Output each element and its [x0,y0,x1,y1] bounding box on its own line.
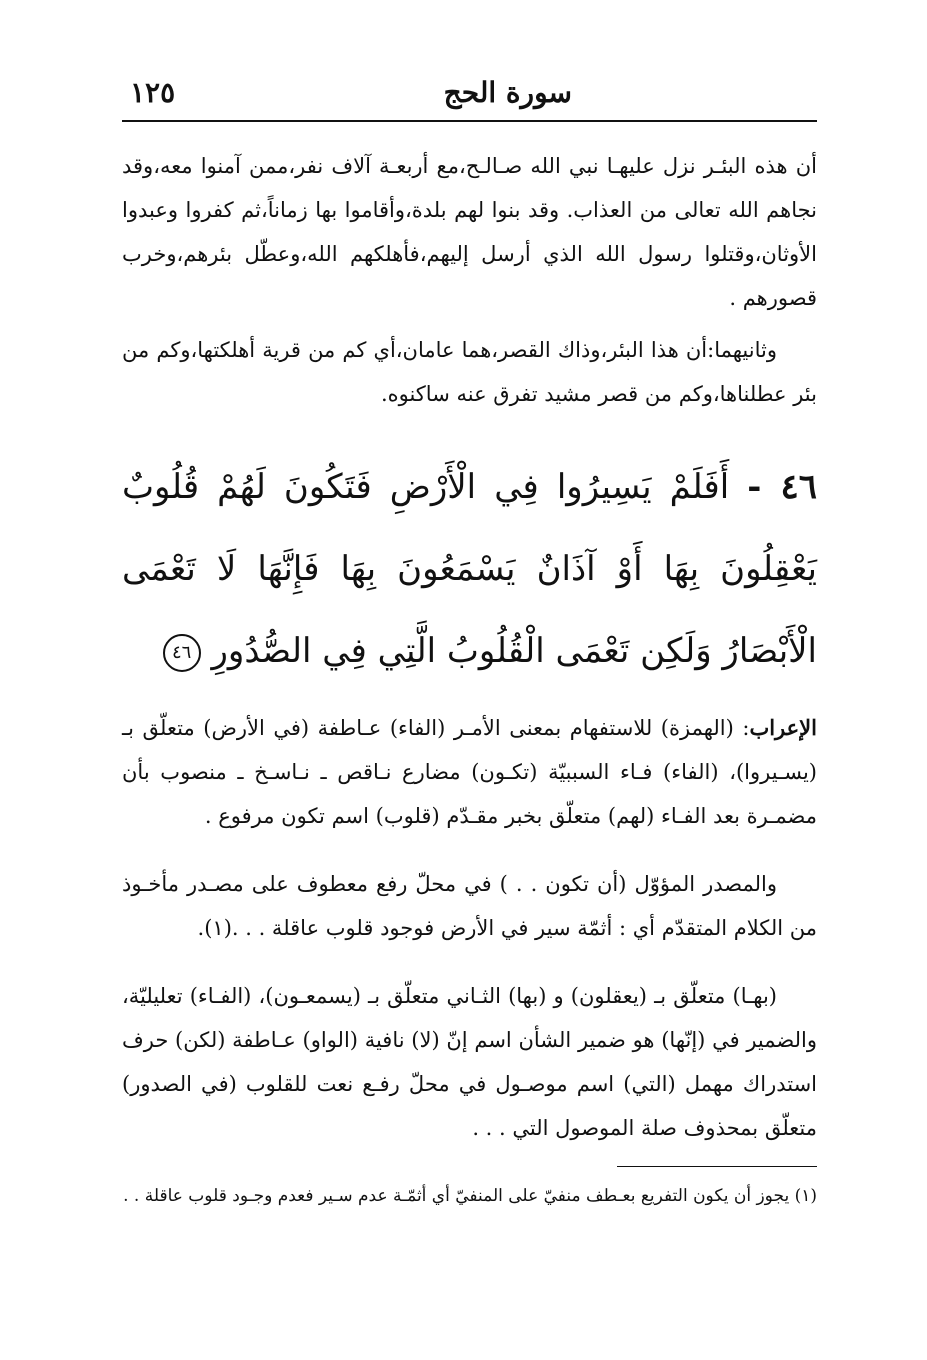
page-header [122,72,817,122]
paragraph-4: والمصدر المؤوّل (أن تكون . . ) في محلّ رفع معطوف على مصـدر مأخـوذ من الكلام المتقدّم أي : أثمّة سير في الأرض فوجود قلوب عاقلة . . .(١). [122,872,817,940]
irab-paragraph [122,706,817,838]
quran-verse [122,446,817,692]
paragraph-2: وثانيهما:أن هذا البئر،وذاك القصر،هما عامان،أي كم من قرية أهلكتها،وكم من بئر عطلناها،وكم من قصر مشيد تفرق عنه ساكنوه. [122,338,817,406]
book-page [122,72,817,1228]
surah-title: سورة الحج [443,76,572,109]
footnote: (١) يجوز أن يكون التفريع بعـطف منفيّ على المنفيّ أي أثمّـة عدم سـير فعدم وجـود قلوب عاقلة . . [123,1186,817,1206]
verse-end-marker: ٤٦ [163,634,201,672]
page-number: ١٢٥ [130,76,176,109]
footnote-separator [617,1166,817,1167]
verse-text: أَفَلَمْ يَسِيرُوا فِي الْأَرْضِ فَتَكُونَ لَهُمْ قُلُوبٌ يَعْقِلُونَ بِهَا أَوْ آذَانٌ يَسْمَعُونَ بِهَا فَإِنَّهَا لَا تَعْمَى الْأَبْصَارُ وَلَكِن تَعْمَى الْقُلُوبُ الَّتِي فِي الصُّدُورِ [122,467,817,671]
paragraph-5: (بهـا) متعلّق بـ (يعقلون) و (بها) الثـاني متعلّق بـ (يسمعـون)، (الفـاء) تعليليّة، والضمير في (إنّها) هو ضمير الشأن اسم إنّ (لا) نافية (الواو) عـاطفة (لكن) حرف استدراك مهمل (التي) اسم موصـول في محلّ رفـع نعت للقلوب (في الصدور) متعلّق بمحذوف صلة الموصول التي . . . [122,984,817,1140]
verse-number: ٤٦ - [747,467,818,507]
irab-text: : (الهمزة) للاستفهام بمعنى الأمـر (الفاء) عـاطفة (في الأرض) متعلّق بـ (يسـيروا)، (الفاء) فـاء السببيّة (تكـون) مضارع نـاقص ـ نـاسـخ ـ منصوب بأن مضمـرة بعد الفـاء (لهم) متعلّق بخبر مقـدّم (قلوب) اسم تكون مرفوع . [122,716,817,828]
irab-label: الإعراب [749,715,817,740]
paragraph-1: أن هذه البئـر نزل عليهـا نبي الله صـالـح،مع أربعـة آلاف نفر،ممن آمنوا معه،وقد نجاهم الله تعالى من العذاب. وقد بنوا لهم بلدة،وأقاموا بها زماناً،ثم كفروا وعبدوا الأوثان،وقتلوا رسول الله الذي أرسل إليهم،فأهلكهم الله،وعطّل بئرهم،وخرب قصورهم . [122,154,817,310]
